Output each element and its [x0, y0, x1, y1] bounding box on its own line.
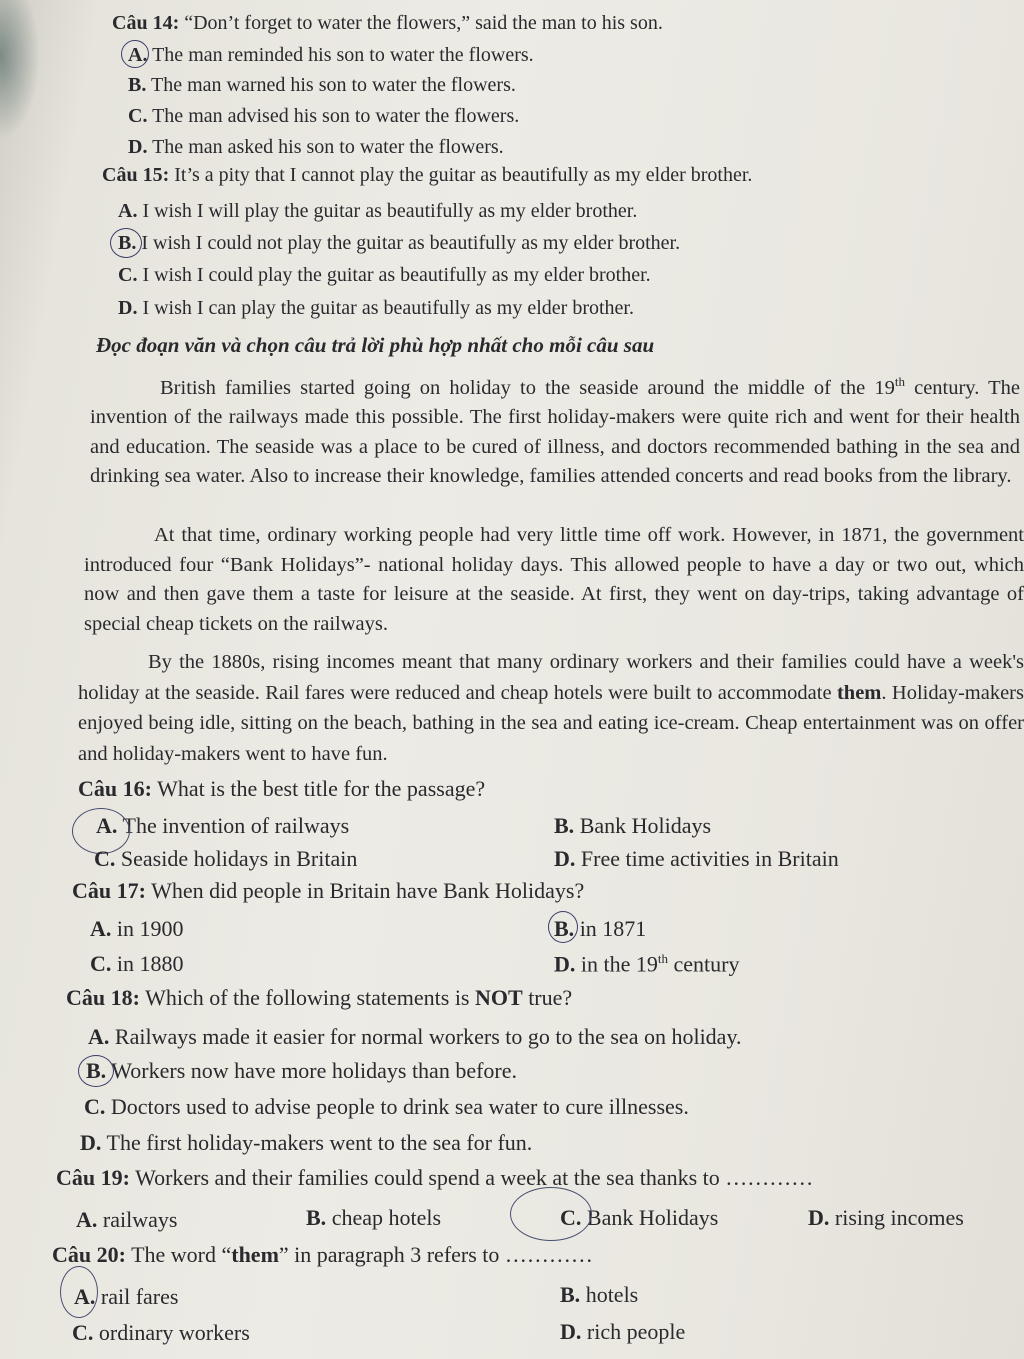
q17-option-d: D. in the 19th century [554, 951, 740, 977]
q16-option-c: C. Seaside holidays in Britain [94, 846, 358, 871]
answer-mark-circle [121, 40, 149, 68]
question-15: Câu 15: It’s a pity that I cannot play the guitar as beautifully as my elder brother. [102, 164, 753, 186]
answer-mark-circle [110, 228, 142, 258]
q15-option-a: A. I wish I will play the guitar as beautifully as my elder brother. [118, 200, 638, 222]
q15-option-c: C. I wish I could play the guitar as beautifully as my elder brother. [118, 264, 651, 286]
q14-option-d: D. The man asked his son to water the flowers. [128, 136, 504, 158]
q14-option-b: B. The man warned his son to water the flowers. [128, 74, 516, 96]
question-16: Câu 16: What is the best title for the passage? [78, 776, 486, 801]
q17-option-b: B. in 1871 [554, 916, 647, 941]
q18-option-b: B. Workers now have more holidays than before. [86, 1058, 518, 1083]
passage-paragraph-3: By the 1880s, rising incomes meant that many ordinary workers and their families could have a week's holiday at the seaside. Rail fares were reduced and cheap hotels were built to accommodate them. Holiday-makers enjoyed being idle, sitting on the beach, bathing in the sea and eating ice-cream. Cheap entertainment was on offer and holiday-makers went to have fun. [78, 651, 1024, 765]
q18-option-d: D. The first holiday-makers went to the sea for fun. [80, 1130, 533, 1155]
answer-mark-circle [510, 1187, 592, 1241]
q20-option-c: C. ordinary workers [72, 1320, 250, 1345]
passage-paragraph-1: British families started going on holiday to the seaside around the middle of the 19th century. The invention of the railways made this possible. The first holiday-makers were quite rich and went for their health and education. The seaside was a place to be cured of illness, and doctors recommended bathing in the sea and drinking sea water. Also to increase their knowledge, families attended concerts and read books from the library. [90, 374, 1020, 488]
q20-option-d: D. rich people [560, 1319, 686, 1344]
q18-option-c: C. Doctors used to advise people to drink sea water to cure illnesses. [84, 1094, 689, 1119]
question-17: Câu 17: When did people in Britain have Bank Holidays? [72, 878, 585, 903]
q19-option-c: C. Bank Holidays [560, 1205, 719, 1230]
q15-option-d: D. I wish I can play the guitar as beautifully as my elder brother. [118, 297, 634, 319]
q16-option-a: A. The invention of railways [96, 813, 350, 838]
question-20: Câu 20: The word “them” in paragraph 3 refers to ………… [52, 1242, 593, 1267]
q20-option-a: A. rail fares [74, 1284, 179, 1309]
q18-option-a: A. Railways made it easier for normal workers to go to the sea on holiday. [88, 1024, 742, 1049]
answer-mark-circle [60, 1266, 98, 1318]
q17-option-a: A. in 1900 [90, 916, 184, 941]
q15-option-b: B. I wish I could not play the guitar as beautifully as my elder brother. [118, 232, 681, 254]
q19-option-d: D. rising incomes [808, 1205, 964, 1230]
question-19: Câu 19: Workers and their families could spend a week at the sea thanks to ………… [56, 1165, 814, 1190]
q20-option-b: B. hotels [560, 1282, 639, 1307]
question-18: Câu 18: Which of the following statements is NOT true? [66, 985, 573, 1010]
passage-paragraph-2: At that time, ordinary working people had very little time off work. However, in 1871, the government introduced four “Bank Holidays”- national holiday days. This allowed people to have a day or two out, which now and then gave them a taste for leisure at the seaside. At first, they went on day-trips, taking advantage of special cheap tickets on the railways. [84, 524, 1024, 635]
answer-mark-circle [78, 1055, 114, 1087]
q19-option-a: A. railways [76, 1207, 178, 1232]
q17-option-c: C. in 1880 [90, 951, 184, 976]
q16-option-d: D. Free time activities in Britain [554, 846, 839, 871]
q16-option-b: B. Bank Holidays [554, 813, 712, 838]
q14-option-a: A. The man reminded his son to water the flowers. [128, 44, 534, 66]
reading-instruction: Đọc đoạn văn và chọn câu trả lời phù hợp nhất cho mỗi câu sau [96, 333, 655, 357]
page-shadow [0, 0, 40, 140]
answer-mark-circle [548, 911, 578, 943]
q14-option-c: C. The man advised his son to water the flowers. [128, 105, 520, 127]
question-14: Câu 14: “Don’t forget to water the flowers,” said the man to his son. [112, 12, 663, 34]
q19-option-b: B. cheap hotels [306, 1205, 442, 1230]
